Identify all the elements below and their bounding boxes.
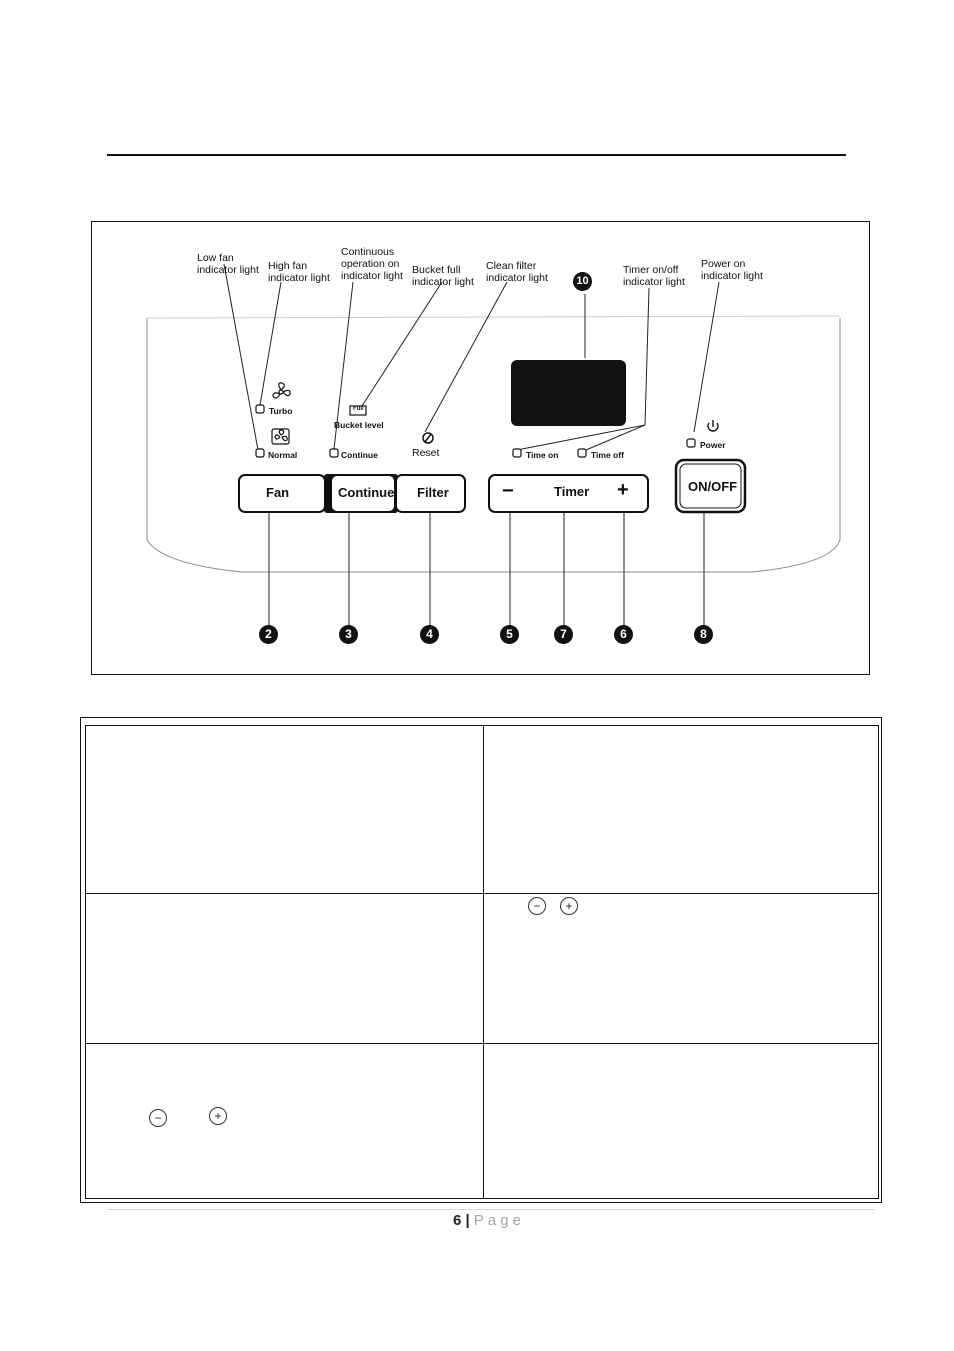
panel-outline <box>147 318 840 572</box>
label-turbo: Turbo <box>269 406 293 416</box>
label-time-off: Time off <box>591 450 624 460</box>
continue-button: Continue <box>338 485 395 500</box>
power-icon <box>708 420 718 431</box>
button-shapes <box>239 460 745 512</box>
marker-3: 3 <box>339 625 358 644</box>
reset-icon <box>423 433 433 443</box>
table-cell <box>85 893 484 1044</box>
timer-minus-button: − <box>502 480 514 502</box>
marker-4: 4 <box>420 625 439 644</box>
panel-top-edge <box>147 316 840 318</box>
table-cell <box>85 1043 484 1199</box>
timer-plus-button: + <box>617 479 629 501</box>
marker-2: 2 <box>259 625 278 644</box>
page-number: 6 <box>453 1212 462 1229</box>
label-low-fan: Low fan indicator light <box>197 252 259 276</box>
label-timer-onoff: Timer on/off indicator light <box>623 264 685 288</box>
table-cell <box>483 1043 879 1199</box>
display-screen <box>511 360 626 426</box>
label-power-on: Power on indicator light <box>701 258 763 282</box>
label-bucket-level: Bucket level <box>334 420 384 430</box>
marker-5: 5 <box>500 625 519 644</box>
marker-8: 8 <box>694 625 713 644</box>
marker-7: 7 <box>554 625 573 644</box>
page-word: Page <box>473 1212 525 1229</box>
label-continuous: Continuous operation on indicator light <box>341 246 403 282</box>
diagram-drawing <box>92 222 871 676</box>
indicator-leds <box>256 405 695 457</box>
label-clean-filter: Clean filter indicator light <box>486 260 548 284</box>
page-footer <box>0 1212 954 1229</box>
plus-circle-icon: + <box>209 1107 227 1125</box>
onoff-button: ON/OFF <box>688 479 738 494</box>
label-power: Power <box>700 440 726 450</box>
description-table <box>80 717 882 1203</box>
table-cell <box>483 893 879 1044</box>
footer-rule <box>107 1209 875 1210</box>
label-full: Full <box>353 406 364 412</box>
footer-separator: | <box>465 1212 470 1229</box>
label-bucket-full: Bucket full indicator light <box>412 264 474 288</box>
plus-circle-icon: + <box>560 897 578 915</box>
filter-button: Filter <box>417 485 449 500</box>
label-reset: Reset <box>412 447 440 459</box>
label-high-fan: High fan indicator light <box>268 260 330 284</box>
label-time-on: Time on <box>526 450 559 460</box>
header-rule <box>107 154 846 156</box>
marker-6: 6 <box>614 625 633 644</box>
minus-circle-icon: − <box>149 1109 167 1127</box>
minus-circle-icon: − <box>528 897 546 915</box>
label-normal: Normal <box>268 450 298 460</box>
marker-10: 10 <box>573 272 592 291</box>
fan-button: Fan <box>266 485 290 500</box>
control-panel-diagram <box>91 221 870 675</box>
table-cell <box>483 725 879 894</box>
table-cell <box>85 725 484 894</box>
timer-label: Timer <box>554 484 590 499</box>
label-continue-led: Continue <box>341 450 378 460</box>
